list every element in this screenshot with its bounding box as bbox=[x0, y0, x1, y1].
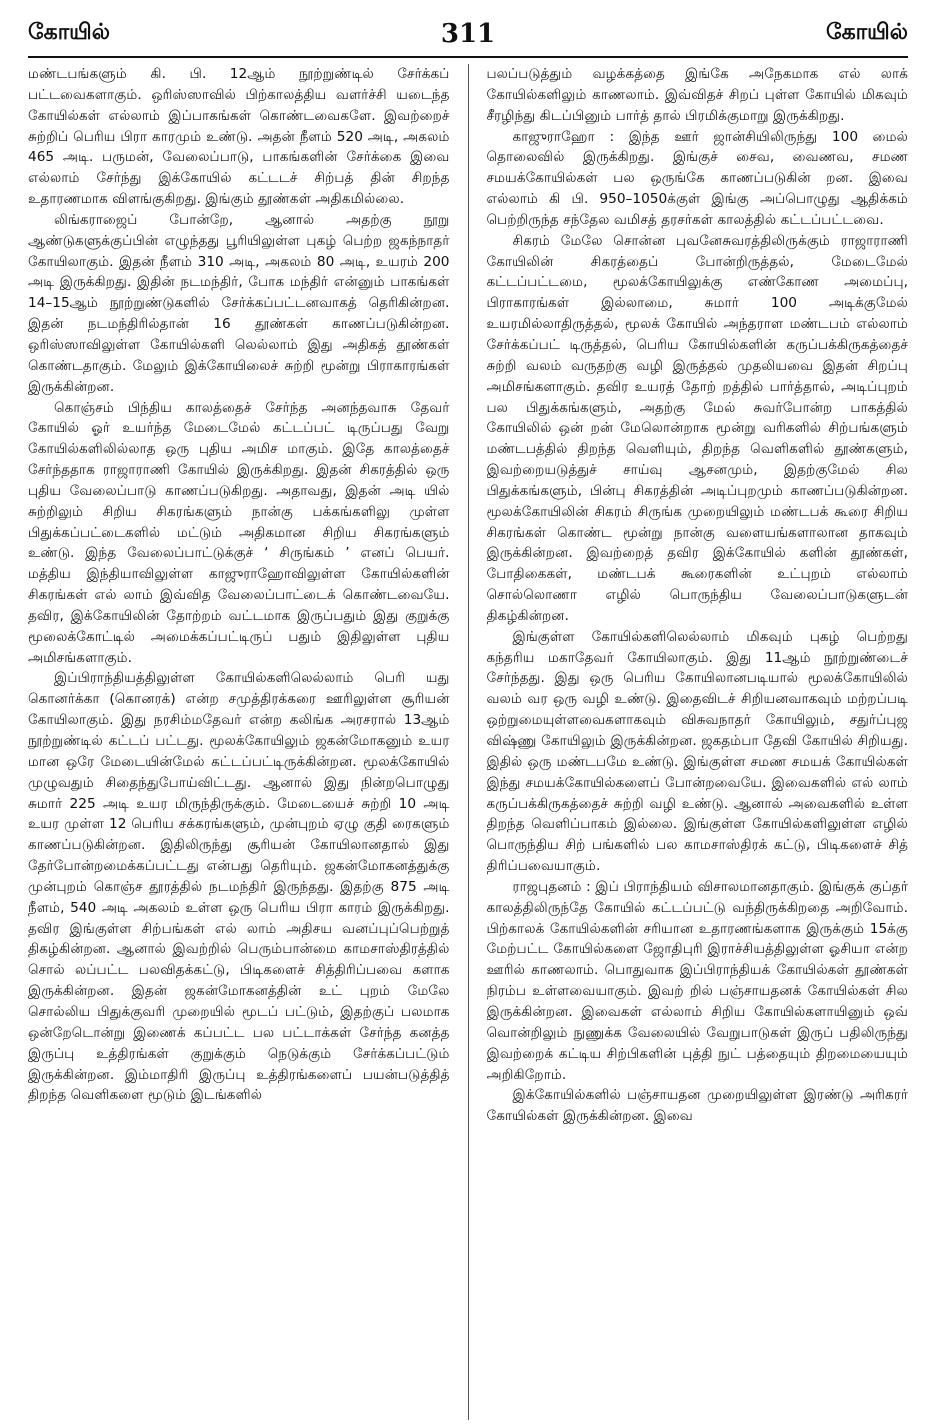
left-column bbox=[28, 64, 450, 1420]
paragraph: மண்டபங்களும் கி. பி. 12ஆம் நூற்றுண்டில் சேர்க்கப் பட்டவைகளாகும். ஒரிஸ்ஸாவில் பிற்காலத்திய வளர்ச்சி யடைந்த கோயில்கள் எல்லாம் இப்பாகங்கள் கொண்டவைகளே. இவற்றைச் சுற்றிப் பெரிய பிரா காரமும் உண்டு. அதன் நீளம் 520 அடி, அகலம் 465 அடி. பருமன், வேலைப்பாடு, பாகங்களின் சேர்க்கை இவை எல்லாம் சேர்ந்து இக்கோயில் கட்டடச் சிற்பத் தின் சிறந்த உதாரணமாக விளங்குகிறது. இங்கும் தூண்கள் அதிகமில்லை. bbox=[28, 66, 450, 208]
running-title-right: கோயில் bbox=[825, 20, 908, 45]
paragraph: இக்கோயில்களில் பஞ்சாயதன முறையிலுள்ள இரண்டு அரிகரர் கோயில்கள் இருக்கின்றன. இவை bbox=[486, 1087, 908, 1125]
text-columns bbox=[28, 64, 908, 1420]
paragraph: பலப்படுத்தும் வழக்கத்தை இங்கே அநேகமாக எல் லாக் கோயில்களிலும் காணலாம். இவ்விதச் சிறப் புள்ள கோயில் மிகவும் சீரழிந்து கிடப்பினும் பார்த் தால் பிரமிக்குமாறு இருக்கிறது. bbox=[486, 66, 908, 124]
paragraph: சிகரம் மேலே சொன்ன புவனேசுவரத்திலிருக்கும் ராஜாராணி கோயிலின் சிகரத்தைப் போன்றிருத்தல், மேடைமேல் கட்டப்பட்டமை, மூலக்கோயிலுக்கு எண்கோண அமைப்பு, பிராகாரங்கள் இல்லாமை, சுமார் 100 அடிக்குமேல் உயரமில்லாதிருத்தல், மூலக் கோயில் அந்தராள மண்டபம் எல்லாம் சேர்க்கப்பட் டிருத்தல், பெரிய கோயில்களின் கருப்பக்கிருகத்தைச் சுற்றி வலம் வருதற்கு வழி இருத்தல் முதலியவை இதன் சிறப்பு அமிசங்களாகும். தவிர உயரத் தோற் றத்தில் பார்த்தால், அடிப்புறம் பல பிதுக்கங்களும், அதற்கு மேல் சுவர்போன்ற பாகத்தில் கோயிலில் ஒன் றன் மேலொன்றாக மூன்று வரிகளில் சிற்பங்களும் மண்டபத்தில் திறந்த வெளியும், திறந்த வெளிகளில் தூண்களும், இவற்றையடுத்துச் சாய்வு ஆசனமும், இதற்குமேல் சில பிதுக்கங்களும், பின்பு சிகரத்தின் அடிப்புறமும் காணப்படுகின்றன. மூலக்கோயிலின் சிகரம் சிருங்க முறையிலும் மண்டபக் கூரை சிறிய சிகரங்கள் கொண்ட மூன்று நான்கு வளையங்களாலான தாகவும் இருக்கின்றன. இவற்றைத் தவிர இக்கோயில் களின் தூண்கள், போதிகைகள், மண்டபக் கூரைகளின் உட்புறம் எல்லாம் சொல்லொணா எழில் பொருந்திய வேலைப்பாடுகளுடன் திகழ்கின்றன. bbox=[486, 232, 908, 624]
header-rule bbox=[28, 56, 908, 58]
column-divider bbox=[468, 64, 469, 1420]
running-title-left: கோயில் bbox=[28, 20, 111, 45]
running-header bbox=[28, 14, 908, 54]
paragraph: இங்குள்ள கோயில்களிலெல்லாம் மிகவும் புகழ் பெற்றது கந்தரிய மகாதேவர் கோயிலாகும். இது 11ஆம் நூற்றுண்டைச் சேர்ந்தது. இது ஒரு பெரிய கோயிலானபடியால் மூலக்கோயிலில் வலம் வர ஒரு வழி உண்டு. இதைவிடச் சிறியனவாகவும் மற்றப்படி ஒற்றுமையுள்ளவைகளாகவும் விசுவநாதர் கோயிலும், சதுர்ப்புஜ விஷ்ணு கோயிலும் இருக்கின்றன. ஜகதம்பா தேவி கோயில் சிறியது. இதில் ஒரு மண்டபமே உண்டு. இங்குள்ள சமண சமயக் கோயில்கள் இந்து சமயக்கோயில்களைப் போன்றவையே. இவைகளில் எல் லாம் கருப்பக்கிருகத்தைச் சுற்றி வழி உண்டு. ஆனால் அவைகளில் உள்ள திறந்த வெளிப்பாகம் இல்லை. இங்குள்ள கோயில்களிலுள்ள எழில் பொருந்திய சிற் பங்களில் பல காமசாஸ்திரக் கட்டு, பிடிகளைச் சித் திரிப்பவையாகும். bbox=[486, 628, 908, 875]
right-column bbox=[487, 64, 909, 1420]
paragraph: ராஜபுதனம் : இப் பிராந்தியம் விசாலமானதாகும். இங்குக் குப்தர் காலத்திலிருந்தே கோயில் கட்டப்பட்டு வந்திருக்கிறதை அறிவோம். பிற்காலக் கோயில்களின் சரியான உதாரணங்களாக இருக்கும் 15க்கு மேற்பட்ட கோயில்களை ஜோதிபுரி இராச்சியத்திலுள்ள ஓசியா என்ற ஊரில் காணலாம். பொதுவாக இப்பிராந்தியக் கோயில்கள் தூண்கள் நிரம்ப உள்ளவையாகும். இவற் றில் பஞ்சாயதனக் கோயில்கள் சில இருக்கின்றன. இவைகள் எல்லாம் சிறிய கோயில்களாயினும் ஒவ் வொன்றிலும் நுணுக்க வேலையில் வேறுபாடுகள் இருப் பதிலிருந்து இவற்றைக் கட்டிய சிற்பிகளின் புத்தி நுட் பத்தையும் திறமையையும் அறிகிறோம். bbox=[486, 878, 908, 1083]
paragraph: இப்பிராந்தியத்திலுள்ள கோயில்களிலெல்லாம் பெரி யது கொனர்க்கா (கொனரக்) என்ற சமுத்திரக்கரை ஊரிலுள்ள சூரியன் கோயிலாகும். இது நரசிம்மதேவர் என்ற கலிங்க அரசரால் 13ஆம் நூற்றுண்டில் கட்டப் பட்டது. மூலக்கோயிலும் ஜகன்மோகனும் உயர மான ஒரே மேடையின்மேல் கட்டப்பட்டிருக்கின்றன. மூலக்கோயில் முழுவதும் சிதைந்துபோய்விட்டது. ஆனால் இது நின்றபொழுது சுமார் 225 அடி உயர மிருந்திருக்கும். மேடையைச் சுற்றி 10 அடி உயர முள்ள 12 பெரிய சக்கரங்களும், முன்புறம் ஏழு குதி ரைகளும் காணப்படுகின்றன. இதிலிருந்து சூரியன் கோயிலானதால் இது தேர்போன்றமைக்கப்பட்டது என்பது தெரியும். ஜகன்மோகனத்துக்கு முன்புறம் கொஞ்ச தூரத்தில் நடமந்திர் இருந்தது. இதற்கு 875 அடி நீளம், 540 அடி அகலம் உள்ள ஒரு பெரிய பிரா காரம் இருக்கிறது. தவிர இங்குள்ள சிற்பங்கள் எல் லாம் அதிசய வனப்புப்பெற்றுத் திகழ்கின்றன. ஆனால் இவற்றில் பெரும்பான்மை காமசாஸ்திரத்தில் சொல் லப்பட்ட பலவிதக்கட்டு, பிடிகளைச் சித்திரிப்பவை களாக இருக்கின்றன. இதன் ஜகன்மோகனத்தின் உட் புறம் மேலே சொல்லிய பிதுக்குவரி முறையில் மூடப் பட்டும், இதற்குப் பலமாக ஒன்றேடொன்று இணைக் கப்பட்ட பல பட்டாக்கள் சேர்ந்த கனத்த இருப்பு உத்திரங்கள் குறுக்கும் நெடுக்கும் சேர்க்கப்பட்டும் இருக்கின்றன. இம்மாதிரி இருப்பு உத்திரங்களைப் பயன்படுத்தித் திறந்த வெளிகளை மூடும் இடங்களில் bbox=[28, 670, 450, 1104]
paragraph: கொஞ்சம் பிந்திய காலத்தைச் சேர்ந்த அனந்தவாசு தேவர் கோயில் ஓர் உயர்ந்த மேடைமேல் கட்டப்பட் டிருப்பது வேறு கோயில்களிலில்லாத ஒரு புதிய அமிச மாகும். இதே காலத்தைச் சேர்ந்ததாக ராஜாராணி கோயில் இருக்கிறது. இதன் சிகரத்தில் ஒரு புதிய வேலைப்பாடு காணப்படுகிறது. அதாவது, இதன் அடி யில் சுற்றிலும் சிறிய சிகரங்களும் நான்கு பக்கங்களிலு முள்ள பிதுக்கப்பட்டைகளில் மட்டும் அதிகமான சிறிய சிகரங்களும் உண்டு. இந்த வேலைப்பாட்டுக்குச் ‘ சிருங்கம் ’ எனப் பெயர். மத்திய இந்தியாவிலுள்ள காஜுராஹோவிலுள்ள கோயில்களின் சிகரங்கள் எல் லாம் இவ்வித வேலைப்பாட்டைக் கொண்டவையே. தவிர, இக்கோயிலின் தோற்றம் வட்டமாக இருப்பதும் இது குறுக்கு மூலைக்கோட்டில் அமைக்கப்பட்டிருப் பதும் இதிலுள்ள புதிய அமிசங்களாகும். bbox=[28, 399, 450, 666]
paragraph: காஜுராஹோ : இந்த ஊர் ஜான்சியிலிருந்து 100 மைல் தொலைவில் இருக்கிறது. இங்குச் சைவ, வைணவ, சமண சமயக்கோயில்கள் பல ஒருங்கே காணப்படுகின் றன. இவை எல்லாம் கி பி. 950–1050க்குள் இங்கு அப்பொழுது ஆதிக்கம் பெற்றிருந்த சந்தேல வமிசத் தரசர்கள் காலத்தில் கட்டப்பட்டவை. bbox=[486, 128, 908, 228]
page-number: 311 bbox=[440, 19, 496, 49]
paragraph: லிங்கராஜைப் போன்றே, ஆனால் அதற்கு நூறு ஆண்டுகளுக்குப்பின் எழுந்தது பூரியிலுள்ள புகழ் பெற்ற ஜகந்நாதர் கோயிலாகும். இதன் நீளம் 310 அடி, அகலம் 80 அடி, உயரம் 200 அடி இருக்கிறது. இதின் நடமந்திர், போக மந்திர் என்னும் பாகங்கள் 14–15ஆம் நூற்றுண்டுகளில் சேர்க்கப்பட்டனவாகத் தெரிகின்றன. இதன் நடமந்திரில்தான் 16 தூண்கள் காணப்படுகின்றன. ஒரிஸ்ஸாவிலுள்ள கோயில்களி லெல்லாம் இது அதிகத் தூண்கள் கொண்டதாகும். மேலும் இக்கோயிலைச் சுற்றி மூன்று பிராகாரங்கள் இருக்கின்றன. bbox=[28, 211, 450, 395]
